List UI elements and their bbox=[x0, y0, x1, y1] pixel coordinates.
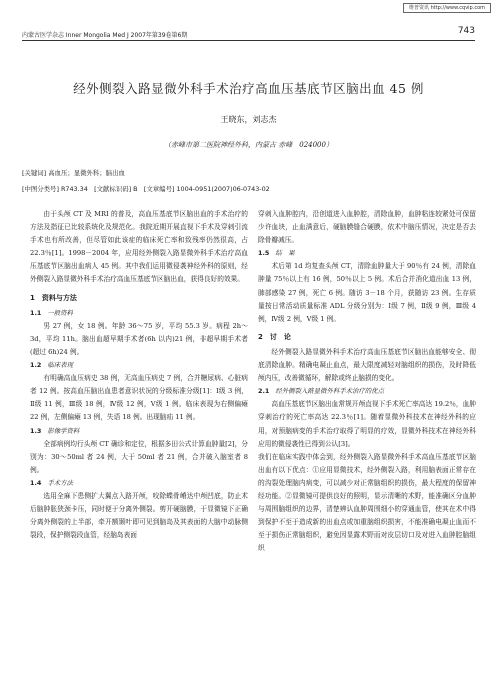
paragraph-surgery: 选用全麻下患侧扩大翼点入路开颅，咬除蝶骨嵴达中颅凹底，防止术后脑肿胀狭颈卡压，同时便于分离外侧裂。剪开硬脑膜，于显微镜下正确分离外侧裂的上半部，牵开额颞叶即可见到脑岛及其表面的大脑中动脉侧裂段，保护侧裂段血管，经脑岛表面 bbox=[30, 491, 248, 540]
paragraph-discussion: 经外侧裂入路显微外科手术治疗高血压基底节区脑出血能够安全、彻底清除血肿。精确电凝止血点，最大限度减轻对脑组织的损伤，及时降低颅内压，改善微循环，解除或终止脑损的变化。 bbox=[258, 347, 476, 383]
paragraph-advantages-2: 我们在临床实践中体会到，经外侧裂入路显微外科手术高血压基底节区脑出血有以下优点：①应用显微技术，经外侧裂入路，利用脑表面正常存在的沟裂处理脑内病变，可以减少对正常脑组织的损伤，最大程度的保留神经功能。②显微镜可提供良好的照明，显示清晰的术野，能准确区分血肿与周围脑组织的边界，清楚辨认血肿周围细小的穿通血管，使其在术中得到保护不至于造成新的出血点或加重脑组织损害，不能准确电凝止血而不至于损伤正常脑组织，避免因显露术野而对皮层切口及对进入血肿腔脑组织 bbox=[258, 452, 476, 553]
subsection-title: 经外侧裂入路显微外科手术治疗的优点 bbox=[275, 387, 384, 396]
subsection-number: 1.5 bbox=[258, 249, 270, 258]
subsection-title: 手术方法 bbox=[47, 478, 73, 487]
subsection-number: 1.2 bbox=[30, 361, 42, 370]
paragraph-results: 术后第 1d 均复查头颅 CT，清除血肿量大于 90％有 24 例，清除血肿量 75％以上有 16 例，50％以上 5 例。术后合并消化道出血 13 例，肺部感染 27 例，死亡 6 例。随访 3－18 个月，获随访 23 例。生存质量按日常活动质量标准 ADL 分级分别为：Ⅰ级 7 例，Ⅱ级 9 例，Ⅲ级 4 例，Ⅳ级 2 例，Ⅴ级 1 例。 bbox=[258, 262, 476, 323]
authors: 王晓东，刘志杰 bbox=[220, 115, 277, 124]
journal-citation: 内蒙古医学杂志 Inner Mongolia Med J 2007年第39卷第6期 bbox=[22, 32, 188, 39]
subsection-number: 1.3 bbox=[30, 426, 42, 435]
subsection-number: 1.1 bbox=[30, 308, 42, 317]
subsection-title: 一般资料 bbox=[47, 308, 73, 317]
affiliation: （赤峰市第二医院神经外科，内蒙古 赤峰 024000） bbox=[164, 141, 333, 149]
intro-paragraph: 由于头颅 CT 及 MRI 的普及，高血压基底节区脑出血的手术治疗的方法及指征已比较系统化及规范化。我院近期开展直视下手术及穿刺引流手术也有所改善，但尽管如此该症的临床死亡率和致残率仍然很高，占22.3％[1]。1998－2004 年，应用经外侧裂入路显微外科手术治疗高血压基底节区脑出血病人 45 例。其中我们运用微侵袭神经外科的原则，经外侧裂入路显微外科手术治疗高血压基底节区脑出血，获得良好的效果。 bbox=[30, 210, 248, 284]
right-column bbox=[258, 208, 476, 555]
subsection-heading-general bbox=[30, 307, 248, 320]
page-number: 743 bbox=[457, 26, 475, 36]
paragraph-general-data: 男 27 例，女 18 例。年龄 36～75 岁，平均 55.3 岁。病程 2h～3d，平均 11h。脑出血超早期手术者(6h 以内)21 例，非超早期手术者(超过 6h)24 例。 bbox=[30, 321, 248, 356]
section-heading-discussion: 2 讨 论 bbox=[258, 332, 291, 341]
subsection-heading-clinical bbox=[30, 359, 248, 372]
paragraph-imaging: 全部病例均行头颅 CT 确诊和定位，根据多田公式计算血肿量[2]，分别为：30～50ml 者 24 例，大于 50ml 者 21 例，合并破入脑室者 8 例。 bbox=[30, 439, 248, 474]
paragraph-clinical: 有明确高血压病史 38 例，无高血压病史 7 例，合并糖尿病、心脏病者 12 例。按高血压脑出血患者意识状况的分级标准分级[1]：Ⅰ级 3 例，Ⅱ级 11 例，Ⅲ级 18 例，Ⅳ级 12 例，Ⅴ级 1 例。临床表现为右侧偏瘫 22 例，左侧偏瘫 13 例，失语 18 例。出现脑疝 11 例。 bbox=[30, 374, 248, 422]
subsection-title: 影像学资料 bbox=[47, 426, 80, 435]
subsection-title: 结 果 bbox=[275, 249, 295, 258]
section-heading-methods: 1 资料与方法 bbox=[30, 293, 77, 302]
keywords: [关键词] 高血压；显微外科；脑出血 bbox=[22, 169, 125, 177]
article-title: 经外侧裂入路显微外科手术治疗高血压基底节区脑出血 45 例 bbox=[73, 81, 424, 96]
running-header bbox=[22, 24, 475, 41]
source-watermark: 维普资讯 http://www.cqvip.com bbox=[403, 3, 491, 13]
subsection-heading-imaging bbox=[30, 425, 248, 438]
left-column bbox=[30, 208, 248, 542]
paragraph-advantages-1: 高血压基底节区脑出血常规开颅直视下手术死亡率高达 19.2％，血肿穿刺治疗的死亡率高达 22.3％[1]。随着显微外科技术在神经外科的应用，对预脑病变的手术治疗取得了明显的疗效，显微外科技术在神经外科应用的微侵袭性已得到公认[3]。 bbox=[258, 400, 476, 448]
subsection-heading-surgery bbox=[30, 477, 248, 490]
paragraph-surgery-continued: 穿刺入血肿腔内，沿创道进入血肿腔，清除血肿，血肿粘连较紧处可保留少许血块，止血满意后，硬脑膜缝合硬膜，依术中脑压情况，决定是否去除骨瓣减压。 bbox=[258, 210, 476, 245]
classification-line: [中图分类号] R743.34 [文献标识码] B [文章编号] 1004-0951(2007)06-0743-02 bbox=[22, 185, 270, 193]
subsection-number: 2.1 bbox=[258, 387, 270, 396]
subsection-title: 临床表现 bbox=[47, 361, 73, 370]
subsection-number: 1.4 bbox=[30, 478, 42, 487]
subsection-heading-advantages bbox=[258, 385, 476, 398]
subsection-heading-results bbox=[258, 247, 476, 260]
